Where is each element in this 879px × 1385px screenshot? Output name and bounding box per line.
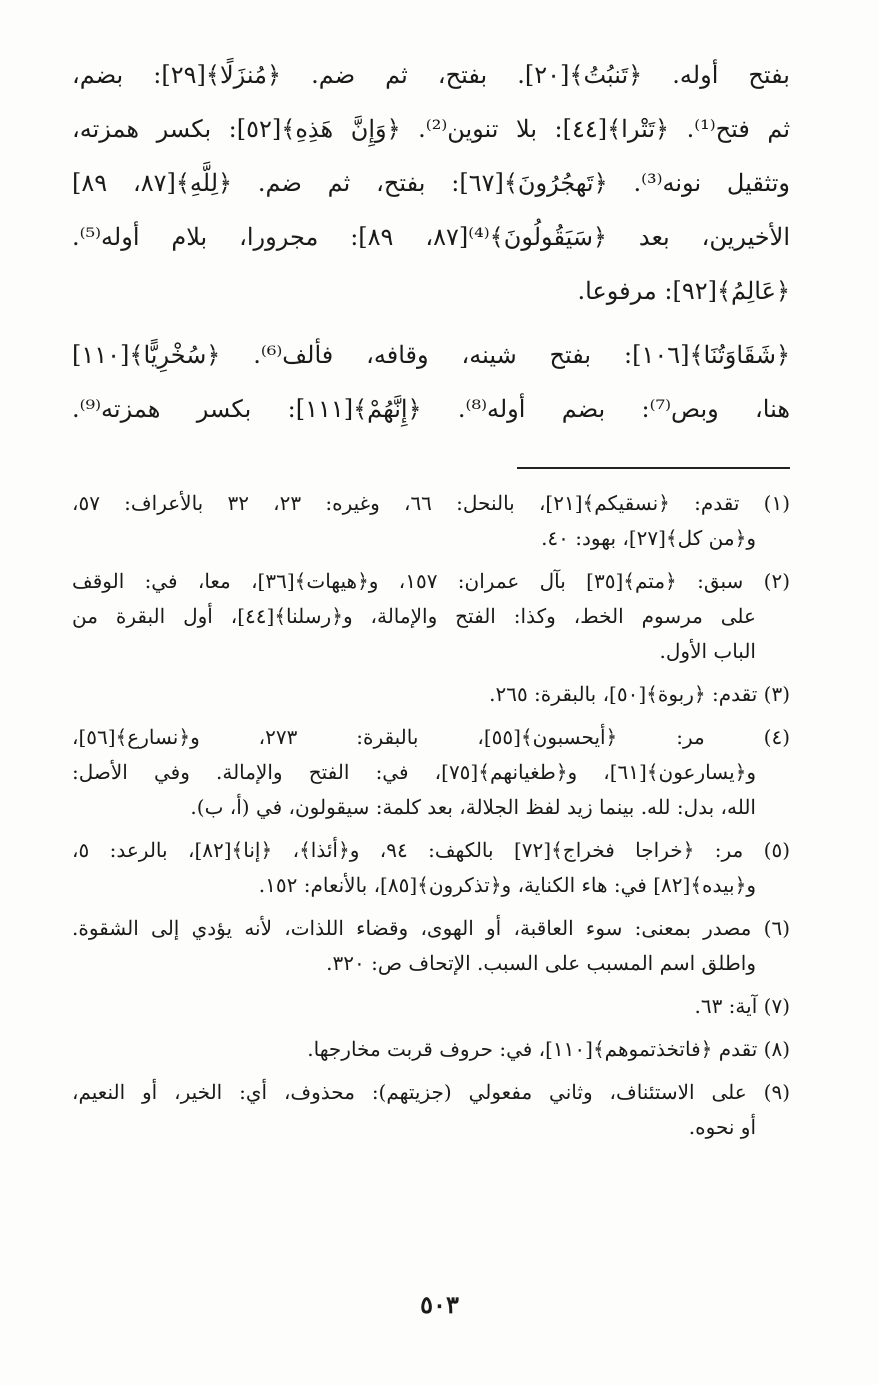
footnote-line: على مرسوم الخط، وكذا: الفتح والإمالة، و﴿رسلنا﴾[٤٤]، أول البقرة من: [72, 604, 756, 628]
footnote-number: (٥): [763, 838, 790, 862]
body-line: وتثقيل نونه⁽³⁾. ﴿تَهجُرُونَ﴾[٦٧]: بفتح، ثم ضم. ﴿لِلَّهِ﴾[٨٧، ٨٩]: [72, 169, 790, 197]
footnote-line: (٦) مصدر بمعنى: سوء العاقبة، أو الهوى، وقضاء اللذات، لأنه يؤدي إلى الشقوة.: [72, 916, 790, 940]
body-line: ﴿عَالِمُ﴾[٩٢]: مرفوعا.: [577, 277, 790, 305]
footnote-9: [72, 1075, 790, 1145]
footnote-line: (٩) على الاستئناف، وثاني مفعولي (جزيتهم): محذوف، أي: الخير، أو النعيم،: [72, 1080, 790, 1104]
footnote-separator: [517, 467, 790, 469]
footnote-line: (٤) مر: ﴿أيحسبون﴾[٥٥]، بالبقرة: ٢٧٣، و﴿نسارع﴾[٥٦]،: [72, 725, 790, 749]
footnote-line: (٥) مر: ﴿خراجا فخراج﴾[٧٢] بالكهف: ٩٤، و﴿أئذا﴾، ﴿إنا﴾[٨٢]، بالرعد: ٥،: [72, 838, 790, 862]
footnotes: [72, 486, 790, 1153]
footnote-5: [72, 833, 790, 903]
footnote-number: (٩): [763, 1080, 790, 1104]
footnote-4: [72, 720, 790, 825]
footnote-7: [72, 989, 790, 1024]
footnote-line: (٨) تقدم ﴿فاتخذتموهم﴾[١١٠]، في: حروف قربت مخارجها.: [307, 1037, 790, 1061]
footnote-1: [72, 486, 790, 556]
main-text: [72, 48, 790, 436]
footnote-number: (٣): [763, 682, 790, 706]
footnote-6: [72, 911, 790, 981]
footnote-number: (٢): [763, 569, 790, 593]
footnote-line: (٧) آية: ٦٣.: [694, 994, 790, 1018]
footnote-number: (٦): [763, 916, 790, 940]
footnote-line: (٢) سبق: ﴿متم﴾[٣٥] بآل عمران: ١٥٧، و﴿هيهات﴾[٣٦]، معا، في: الوقف: [72, 569, 790, 593]
footnote-line: و﴿بيده﴾[٨٢] في: هاء الكناية، و﴿تذكرون﴾[٨٥]، بالأنعام: ١٥٢.: [258, 873, 756, 897]
body-line: بفتح أوله. ﴿تَنبُتُ﴾[٢٠]. بفتح، ثم ضم. ﴿مُنزَلًا﴾[٢٩]: بضم،: [72, 61, 790, 89]
footnote-number: (٤): [763, 725, 790, 749]
body-line: ﴿شَقَاوَتُنَا﴾[١٠٦]: بفتح شينه، وقافه، فألف⁽⁶⁾. ﴿سُخْرِيًّا﴾[١١٠]: [72, 341, 790, 369]
footnote-8: [72, 1032, 790, 1067]
footnote-line: (٣) تقدم: ﴿ربوة﴾[٥٠]، بالبقرة: ٢٦٥.: [489, 682, 790, 706]
body-line: ثم فتح⁽¹⁾. ﴿تَتْرا﴾[٤٤]: بلا تنوين⁽²⁾. ﴿وَإِنَّ هَذِهِ﴾[٥٢]: بكسر همزته،: [72, 115, 790, 143]
footnote-3: [72, 677, 790, 712]
footnote-number: (٨): [763, 1037, 790, 1061]
footnote-line: و﴿من كل﴾[٢٧]، بهود: ٤٠.: [541, 526, 756, 550]
footnote-line: أو نحوه.: [688, 1115, 756, 1139]
footnote-line: الباب الأول.: [659, 639, 756, 663]
body-line: الأخيرين، بعد ﴿سَيَقُولُونَ﴾⁽⁴⁾[٨٧، ٨٩]: مجرورا، بلام أوله⁽⁵⁾.: [72, 223, 790, 251]
footnote-number: (٧): [763, 994, 790, 1018]
footnote-line: واطلق اسم المسبب على السبب. الإتحاف ص: ٣٢٠.: [326, 951, 756, 975]
footnote-line: (١) تقدم: ﴿نسقيكم﴾[٢١]، بالنحل: ٦٦، وغيره: ٢٣، ٣٢ بالأعراف: ٥٧،: [72, 491, 790, 515]
footnote-line: و﴿يسارعون﴾[٦١]، و﴿طغيانهم﴾[٧٥]، في: الفتح والإمالة. وفي الأصل:: [72, 760, 757, 784]
page-number: ٥٠٣: [420, 1290, 459, 1319]
footnote-2: [72, 564, 790, 669]
footnote-number: (١): [763, 491, 790, 515]
footnote-line: الله، بدل: لله. بينما زيد لفظ الجلالة، بعد كلمة: سيقولون، في (أ، ب).: [190, 795, 756, 819]
body-line: هنا، وبص⁽⁷⁾: بضم أوله⁽⁸⁾. ﴿إِنَّهُمْ﴾[١١١]: بكسر همزته⁽⁹⁾.: [72, 395, 790, 423]
